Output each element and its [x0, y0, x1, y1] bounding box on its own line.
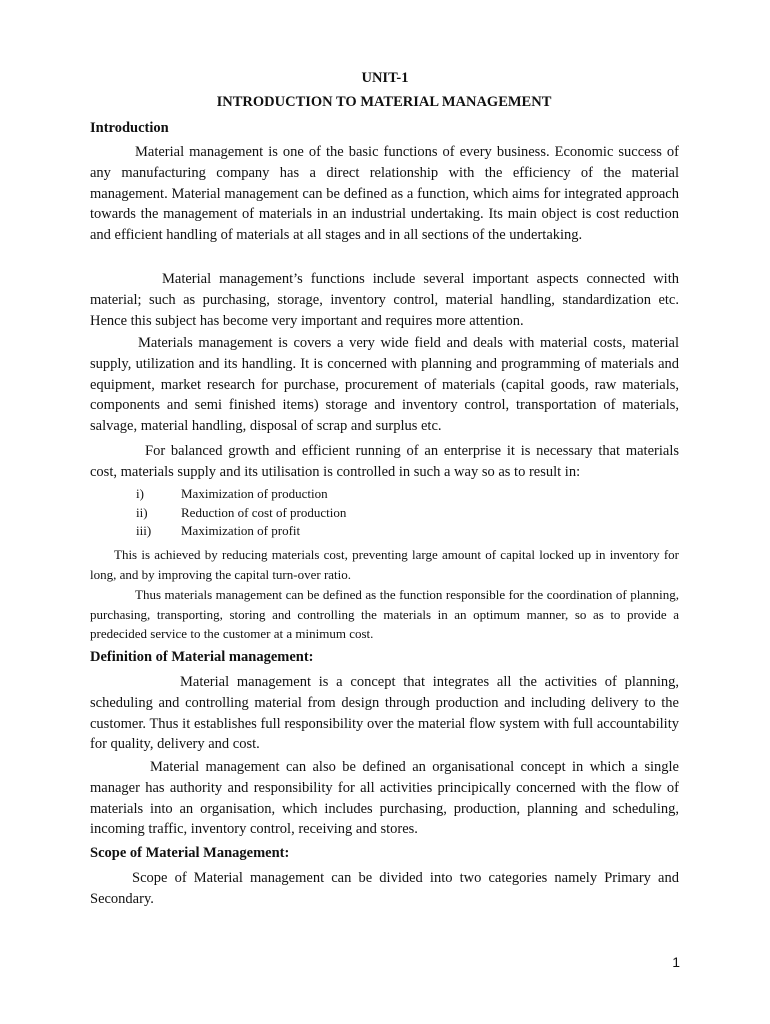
definition-paragraph-2: Material management can also be defined an organisational concept in which a single manager has authority and responsibility for all activities principically concerned with the flow of materials into an organisation, which includes purchasing, production, planning and scheduling, incoming traffic, inventory control, receiving and stores. — [90, 759, 679, 838]
list-item-text: Maximization of production — [181, 486, 328, 501]
intro-paragraph-5: This is achieved by reducing materials cost, preventing large amount of capital locked up in inventory for long, and by improving the capital turn-over ratio. — [90, 547, 679, 582]
list-item-text: Reduction of cost of production — [181, 504, 347, 520]
scope-heading: Scope of Material Management: — [90, 845, 290, 861]
intro-paragraph-2: Material management’s functions include several important aspects connected with material; such as purchasing, storage, inventory control, material handling, standardization etc. Hence this subject has become very important and requires more attention. — [90, 271, 679, 329]
list-item — [136, 522, 536, 541]
list-item — [136, 485, 536, 504]
list-item-text: Maximization of profit — [181, 523, 301, 538]
list-item-number: i) — [136, 486, 144, 501]
page-title: INTRODUCTION TO MATERIAL MANAGEMENT — [216, 94, 552, 110]
intro-paragraph-1: Material management is one of the basic functions of every business. Economic success of any manufacturing company has a direct relationship with the efficiency of the material management. Material management can be defined as a function, which aims for integrated approach towards the management of materials in an industrial undertaking. Its main object is cost reduction and efficient handling of materials at all stages and in all sections of the undertaking. — [90, 144, 679, 244]
unit-label: UNIT-1 — [361, 70, 409, 86]
list-item-number: iii) — [136, 523, 152, 538]
result-list — [136, 485, 536, 541]
intro-paragraph-4: For balanced growth and efficient running of an enterprise it is necessary that materials cost, materials supply and its utilisation is controlled in such a way so as to result in: — [90, 443, 679, 480]
list-item — [136, 504, 536, 523]
list-item-number: ii) — [136, 504, 148, 520]
introduction-heading: Introduction — [90, 120, 169, 136]
intro-paragraph-3: Materials management is covers a very wide field and deals with material costs, material supply, utilization and its handling. It is concerned with planning and programming of materials and equipment, market research for purchase, procurement of materials (capital goods, raw materials, components and semi finished items) storage and inventory control, transportation of materials, salvage, material handling, disposal of scrap and surplus etc. — [90, 335, 679, 435]
definition-heading: Definition of Material management: — [90, 649, 314, 665]
scope-paragraph-1: Scope of Material management can be divided into two categories namely Primary and Secondary. — [90, 870, 679, 907]
page-number: 1 — [672, 954, 680, 970]
intro-paragraph-6: Thus materials management can be defined as the function responsible for the coordination of planning, purchasing, transporting, storing and controlling the materials in an optimum manner, so as to provide a predecided service to the customer at a minimum cost. — [90, 587, 679, 641]
definition-paragraph-1: Material management is a concept that integrates all the activities of planning, scheduling and controlling material from design through production and including delivery to the customer. Thus it establishes full responsibility over the material flow system with full accountability for quality, delivery and cost. — [90, 674, 679, 753]
